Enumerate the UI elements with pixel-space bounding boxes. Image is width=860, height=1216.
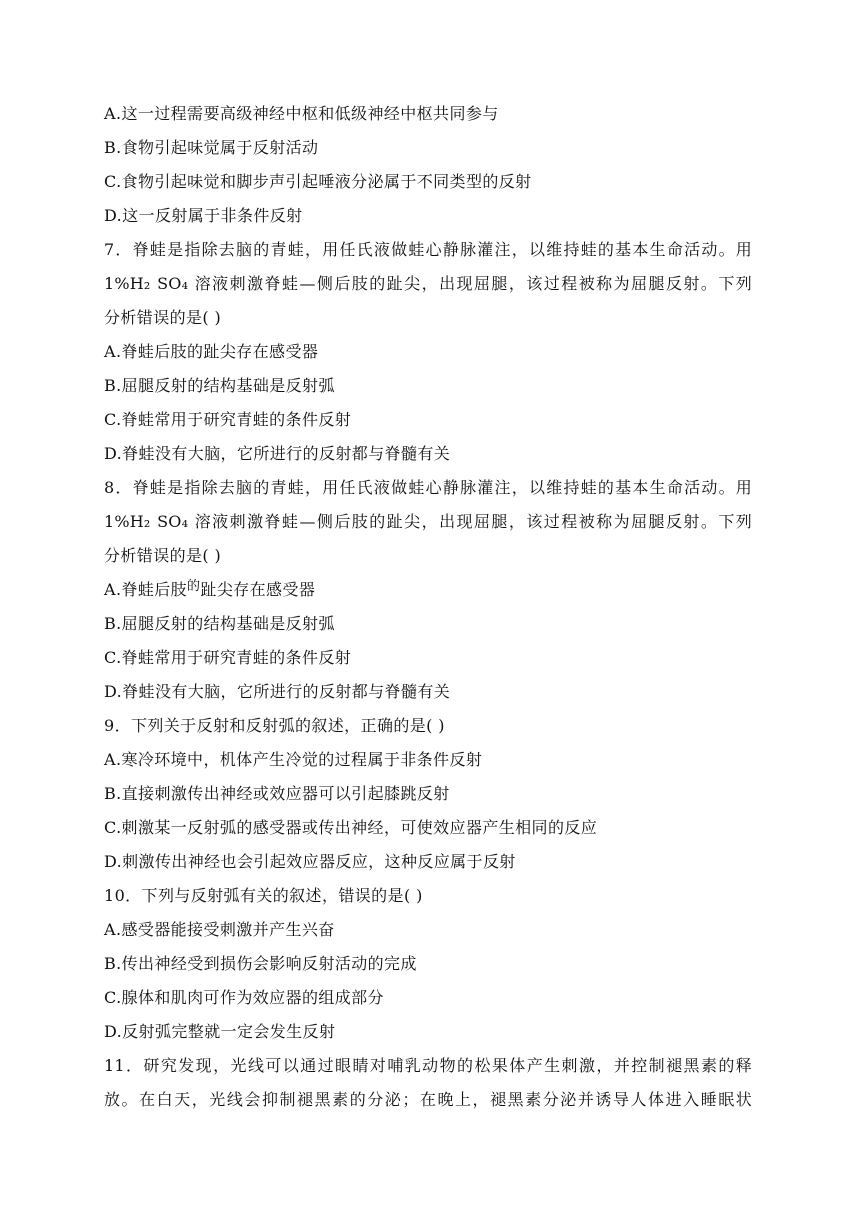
q7-stem-line-1: 7．脊蛙是指除去脑的青蛙，用任氏液做蛙心静脉灌注，以维持蛙的基本生命活动。用 — [104, 240, 752, 259]
q10-option-a: A.感受器能接受刺激并产生兴奋 — [104, 920, 335, 939]
q6-option-d: D.这一反射属于非条件反射 — [104, 206, 303, 225]
q9-option-d: D.刺激传出神经也会引起效应器反应，这种反应属于反射 — [104, 852, 516, 871]
q7-option-c: C.脊蛙常用于研究青蛙的条件反射 — [104, 410, 352, 429]
q8-option-b: B.屈腿反射的结构基础是反射弧 — [104, 614, 335, 633]
q11-stem-line-2: 放。在白天，光线会抑制褪黑素的分泌；在晚上，褪黑素分泌并诱导人体进入睡眠状 — [104, 1090, 752, 1109]
q10-stem: 10．下列与反射弧有关的叙述，错误的是( ) — [104, 886, 423, 905]
q7-option-a: A.脊蛙后肢的趾尖存在感受器 — [104, 342, 319, 361]
q8-option-c: C.脊蛙常用于研究青蛙的条件反射 — [104, 648, 352, 667]
q10-option-c: C.腺体和肌肉可作为效应器的组成部分 — [104, 988, 384, 1007]
q6-option-b: B.食物引起味觉属于反射活动 — [104, 138, 319, 157]
q8-option-a-part1: A.脊蛙后肢 — [104, 580, 188, 599]
q8-option-a-raised-char: 的 — [187, 579, 201, 594]
q8-option-a-part2: 趾尖存在感受器 — [200, 580, 316, 599]
q7-option-d: D.脊蛙没有大脑，它所进行的反射都与脊髓有关 — [104, 444, 451, 463]
q9-option-b: B.直接刺激传出神经或效应器可以引起膝跳反射 — [104, 784, 450, 803]
q8-option-d: D.脊蛙没有大脑，它所进行的反射都与脊髓有关 — [104, 682, 451, 701]
q8-option-a — [104, 580, 315, 602]
q9-option-a: A.寒冷环境中，机体产生冷觉的过程属于非条件反射 — [104, 750, 483, 769]
q9-stem: 9．下列关于反射和反射弧的叙述，正确的是( ) — [104, 716, 445, 735]
q6-option-a: A.这一过程需要高级神经中枢和低级神经中枢共同参与 — [104, 104, 499, 123]
q9-option-c: C.刺激某一反射弧的感受器或传出神经，可使效应器产生相同的反应 — [104, 818, 598, 837]
q10-option-d: D.反射弧完整就一定会发生反射 — [104, 1022, 336, 1041]
q8-stem-line-1: 8．脊蛙是指除去脑的青蛙，用任氏液做蛙心静脉灌注，以维持蛙的基本生命活动。用 — [104, 478, 752, 497]
q8-stem-line-2: 1%H₂ SO₄ 溶液刺激脊蛙—侧后肢的趾尖，出现屈腿，该过程被称为屈腿反射。下列 — [104, 512, 752, 531]
q8-stem-line-3: 分析错误的是( ) — [104, 546, 222, 565]
q7-stem-line-2: 1%H₂ SO₄ 溶液刺激脊蛙—侧后肢的趾尖，出现屈腿，该过程被称为屈腿反射。下列 — [104, 274, 752, 293]
q7-stem-line-3: 分析错误的是( ) — [104, 308, 222, 327]
q7-option-b: B.屈腿反射的结构基础是反射弧 — [104, 376, 335, 395]
q6-option-c: C.食物引起味觉和脚步声引起唾液分泌属于不同类型的反射 — [104, 172, 532, 191]
q10-option-b: B.传出神经受到损伤会影响反射活动的完成 — [104, 954, 417, 973]
q11-stem-line-1: 11．研究发现，光线可以通过眼睛对哺乳动物的松果体产生刺激，并控制褪黑素的释 — [104, 1056, 752, 1075]
